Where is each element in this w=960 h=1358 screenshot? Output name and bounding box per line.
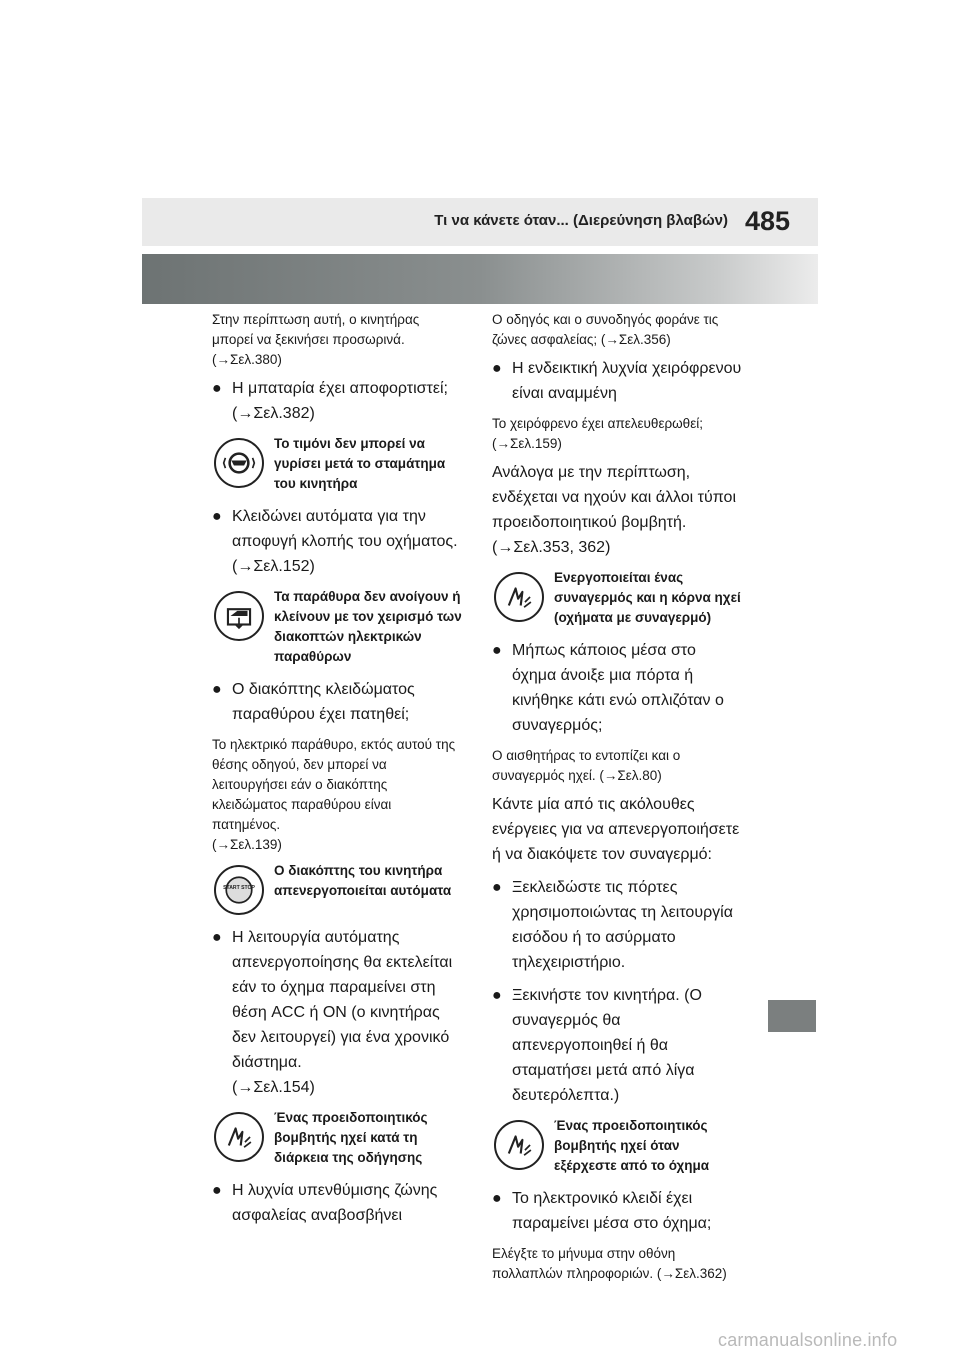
heading-text: Ένας προειδοποιητικός βομβητής ηχεί κατά τη διάρκεια της οδήγησης	[274, 1110, 428, 1165]
list-item: ● Μήπως κάποιος μέσα στο όχημα άνοιξε μια πόρτα ή κινήθηκε κάτι ενώ οπλιζόταν ο συναγερμός;	[492, 642, 724, 734]
list-item: ● Ξεκλειδώστε τις πόρτες χρησιμοποιώντας τη λειτουργία εισόδου ή το ασύρματο τηλεχειριστήριο.	[492, 879, 733, 971]
buzzer-icon	[214, 1112, 264, 1162]
section-banner	[142, 254, 818, 304]
list-item: ● Η ενδεικτική λυχνία χειρόφρενου είναι αναμμένη	[492, 360, 742, 402]
engine-start-stop-icon	[214, 865, 264, 915]
list-item: ● Η μπαταρία έχει αποφορτιστεί; (→Σελ.382)	[212, 380, 448, 422]
list-item: ● Η λυχνία υπενθύμισης ζώνης ασφαλείας αναβοσβήνει	[212, 1182, 438, 1224]
note-text: Ο αισθητήρας το εντοπίζει και ο συναγερμός ηχεί. (→Σελ.80)	[492, 748, 681, 783]
body-text: Κάντε μία από τις ακόλουθες ενέργειες για να απενεργοποιήσετε ή να διακόψετε τον συναγερμό:	[492, 796, 740, 863]
heading-text: Τα παράθυρα δεν ανοίγουν ή κλείνουν με τον χειρισμό των διακοπτών ηλεκτρικών παραθύρων	[274, 589, 462, 664]
list-item: ● Η λειτουργία αυτόματης απενεργοποίησης θα εκτελείται εάν το όχημα παραμείνει στη θέση ACC ή ON (ο κινητήρας δεν λειτουργεί) για ένα χρονικό διάστημα. (→Σελ.154)	[212, 929, 453, 1096]
left-column	[212, 310, 462, 1236]
page-number: 485	[744, 206, 790, 236]
right-column	[492, 310, 742, 1290]
footer-watermark: carmanualsonline.info	[718, 1330, 898, 1350]
section-heading	[492, 568, 742, 628]
intro-text: Ο οδηγός και ο συνοδηγός φοράνε τις ζώνες ασφαλείας; (→Σελ.356)	[492, 312, 719, 347]
section-heading	[212, 434, 462, 494]
list-item: ● Ξεκινήστε τον κινητήρα. (Ο συναγερμός θα απενεργοποιηθεί ή θα σταματήσει μετά από λίγα δευτερόλεπτα.)	[492, 987, 702, 1104]
list-item: ● Το ηλεκτρονικό κλειδί έχει παραμείνει μέσα στο όχημα;	[492, 1190, 712, 1232]
heading-text: Ενεργοποιείται ένας συναγερμός και η κόρνα ηχεί (οχήματα με συναγερμό)	[554, 570, 741, 625]
header-title: Τι να κάνετε όταν... (Διερεύνηση βλαβών)	[434, 212, 728, 229]
list-item: ● Κλειδώνει αυτόματα για την αποφυγή κλοπής του οχήματος. (→Σελ.152)	[212, 508, 458, 575]
chapter-tab	[768, 1000, 816, 1032]
intro-text: Στην περίπτωση αυτή, ο κινητήρας μπορεί να ξεκινήσει προσωρινά. (→Σελ.380)	[212, 312, 420, 367]
note-text: Ελέγξτε το μήνυμα στην οθόνη πολλαπλών πληροφοριών. (→Σελ.362)	[492, 1246, 727, 1281]
body-text: Ανάλογα με την περίπτωση, ενδέχεται να ηχούν και άλλοι τύποι προειδοποιητικού βομβητή. (→Σελ.353, 362)	[492, 464, 736, 556]
note-text: Το ηλεκτρικό παράθυρο, εκτός αυτού της θέσης οδηγού, δεν μπορεί να λειτουργήσει εάν ο διακόπτης κλειδώματος παραθύρου είναι πατημένος. (→Σελ.139)	[212, 737, 456, 852]
list-item: ● Ο διακόπτης κλειδώματος παραθύρου έχει πατηθεί;	[212, 681, 415, 723]
start-stop-label: START STOP	[223, 885, 255, 892]
power-window-icon	[214, 591, 264, 641]
buzzer-icon	[494, 1120, 544, 1170]
steering-lock-icon	[214, 438, 264, 488]
section-heading	[212, 1108, 462, 1168]
buzzer-icon	[494, 572, 544, 622]
section-heading	[212, 587, 462, 667]
header-bar	[142, 198, 818, 246]
heading-text: Ένας προειδοποιητικός βομβητής ηχεί όταν εξέρχεστε από το όχημα	[554, 1118, 710, 1173]
note-text: Το χειρόφρενο έχει απελευθερωθεί; (→Σελ.159)	[492, 416, 703, 451]
heading-text: Ο διακόπτης του κινητήρα απενεργοποιείται αυτόματα	[274, 863, 452, 898]
section-heading	[492, 1116, 742, 1176]
heading-text: Το τιμόνι δεν μπορεί να γυρίσει μετά το σταμάτημα του κινητήρα	[274, 436, 446, 491]
section-heading	[212, 861, 462, 915]
